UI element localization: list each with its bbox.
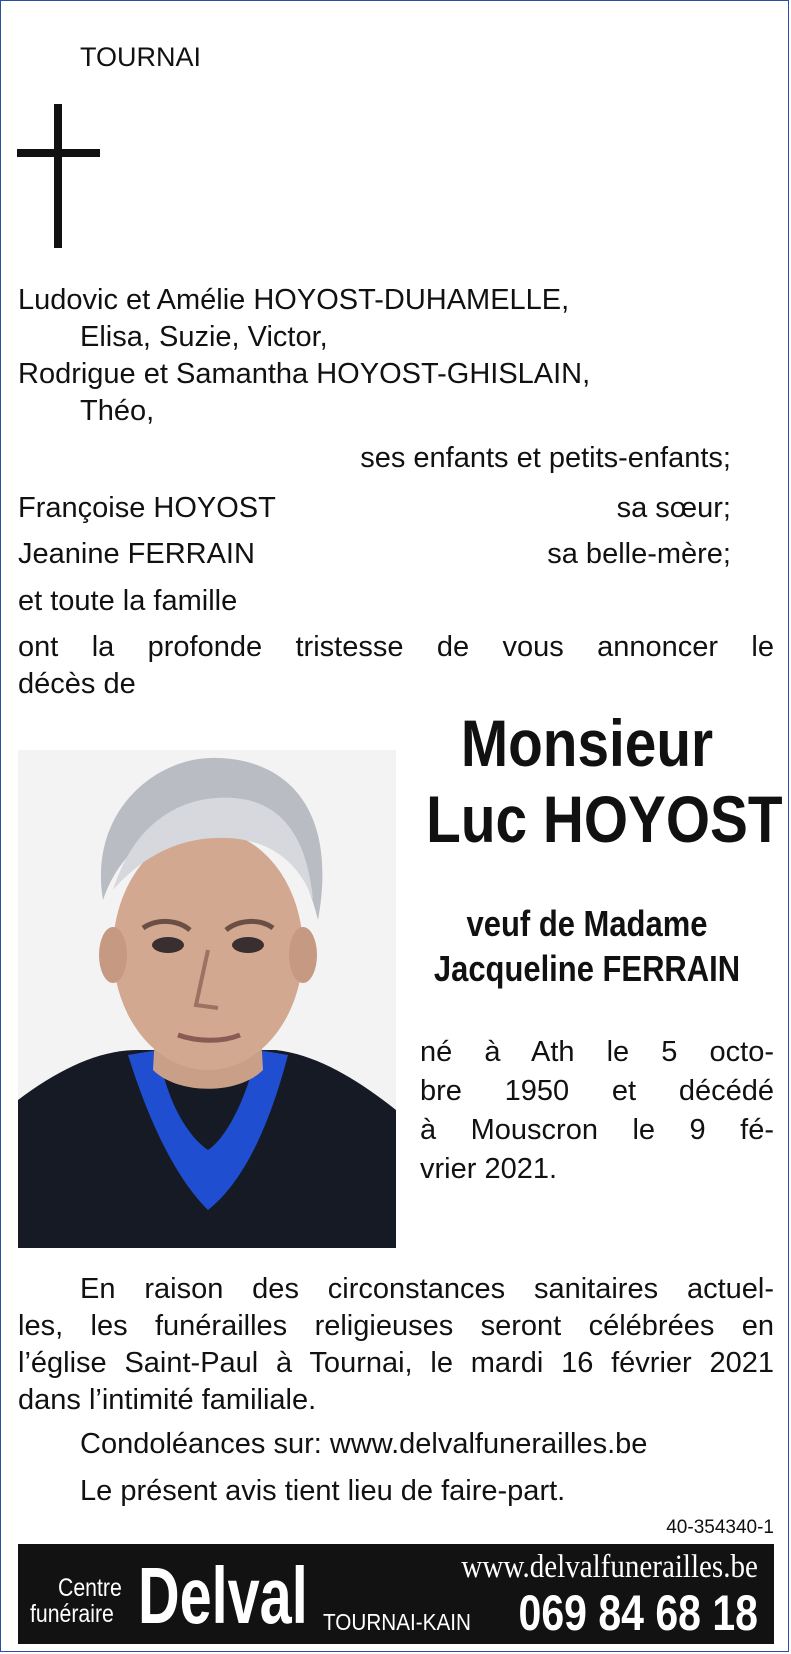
funeral-home-banner (18, 1544, 774, 1644)
widow-line-wrap (400, 947, 774, 991)
deceased-name: Luc HOYOST (426, 782, 783, 856)
birth-death-line: bre 1950 et décédé (420, 1075, 774, 1107)
banner-city: TOURNAI-KAIN (323, 1609, 471, 1635)
relation-children: ses enfants et petits-enfants; (360, 442, 731, 474)
banner-centre: Centre (58, 1574, 122, 1602)
deceased-name-wrap (400, 782, 783, 856)
announcement-line: décès de (18, 668, 136, 700)
funeral-paragraph-line: les, les funérailles religieuses seront célébrées en (18, 1310, 774, 1342)
announcement-line: ont la profonde tristesse de vous annoncer le (18, 631, 774, 663)
all-family: et toute la famille (18, 585, 238, 617)
birth-death-line: à Mouscron le 9 fé- (420, 1114, 774, 1146)
location-header: TOURNAI (80, 42, 202, 72)
notice-line: Le présent avis tient lieu de faire-part. (80, 1475, 566, 1507)
sister-relation: sa sœur; (616, 492, 731, 524)
funeral-paragraph-line: En raison des circonstances sanitaires actuel- (80, 1273, 774, 1305)
mother-in-law-name: Jeanine FERRAIN (18, 538, 255, 570)
widow-line: Jacqueline FERRAIN (433, 948, 741, 989)
funeral-paragraph-line: dans l’intimité familiale. (18, 1384, 317, 1416)
banner-website: www.delvalfunerailles.be (461, 1549, 758, 1585)
banner-brand: Delval (138, 1551, 308, 1640)
mother-in-law-relation: sa belle-mère; (547, 538, 731, 570)
family-line: Théo, (80, 395, 155, 427)
deceased-title-wrap (400, 706, 774, 780)
sister-name: Françoise HOYOST (18, 492, 276, 524)
funeral-paragraph-line: l’église Saint-Paul à Tournai, le mardi 16 février 2021 (18, 1347, 774, 1379)
birth-death-line: vrier 2021. (420, 1153, 558, 1185)
family-line: Ludovic et Amélie HOYOST-DUHAMELLE, (18, 284, 570, 316)
widow-line: veuf de Madame (466, 903, 708, 944)
birth-death-line: né à Ath le 5 octo- (420, 1036, 774, 1068)
condolences-line: Condoléances sur: www.delvalfunerailles.be (80, 1428, 648, 1460)
deceased-title: Monsieur (460, 706, 714, 780)
family-line: Rodrigue et Samantha HOYOST-GHISLAIN, (18, 358, 591, 390)
banner-phone: 069 84 68 18 (518, 1585, 758, 1641)
widow-line-wrap (400, 902, 774, 946)
family-line: Elisa, Suzie, Victor, (80, 321, 328, 353)
portrait-photo (18, 750, 396, 1248)
banner-funeraire: funéraire (30, 1600, 114, 1628)
reference-number: 40-354340-1 (666, 1517, 774, 1538)
